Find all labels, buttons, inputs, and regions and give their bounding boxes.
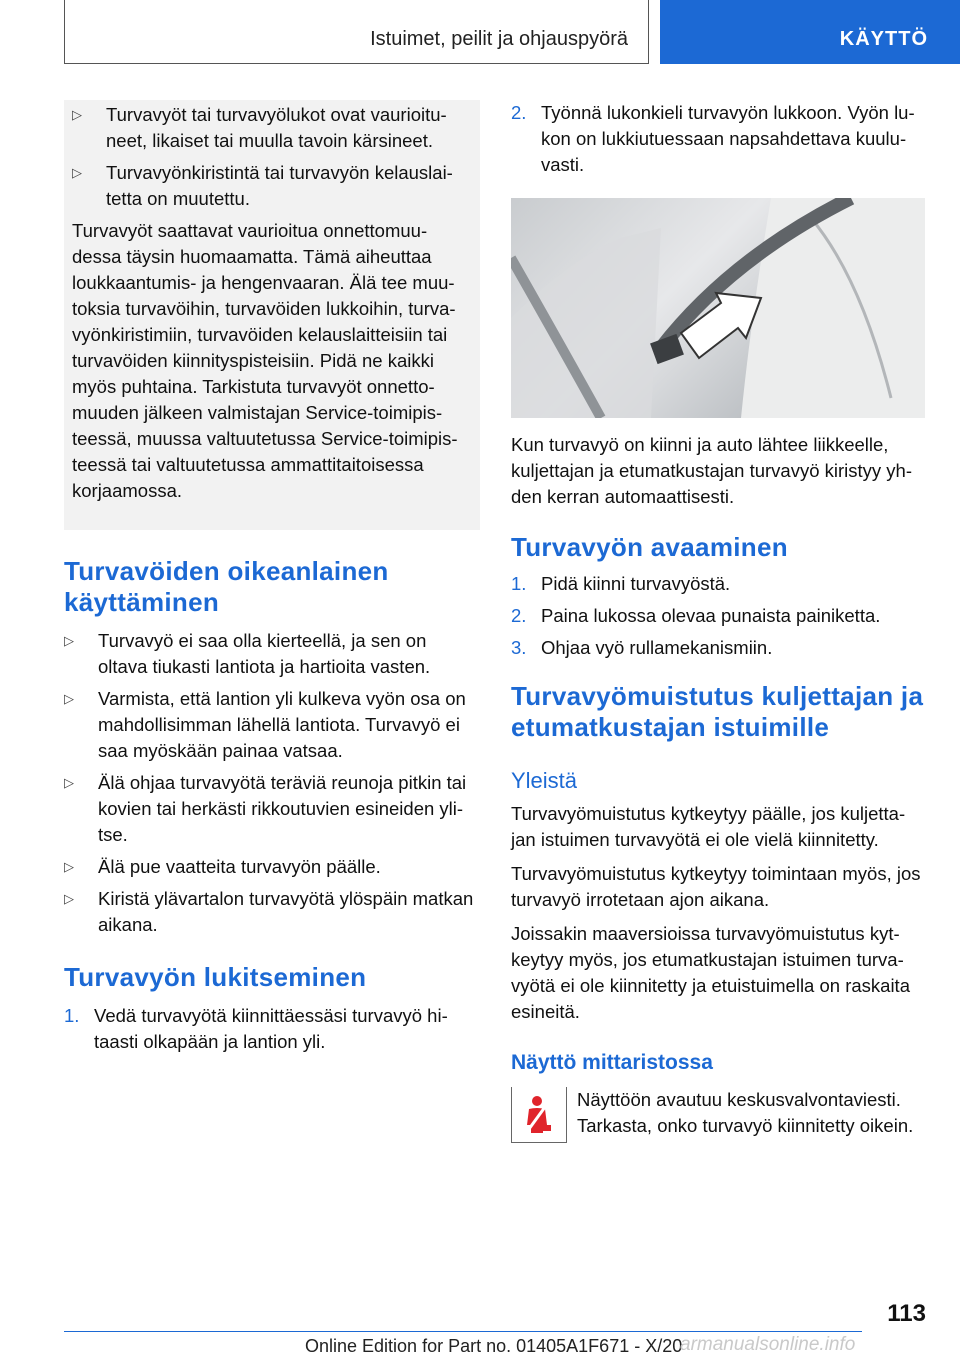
seatbelt-illustration — [511, 198, 925, 418]
page-number: 113 — [887, 1300, 926, 1327]
heading-locking: Turvavyön lukitseminen — [64, 962, 367, 992]
watermark: armanualsonline.info — [680, 1334, 856, 1355]
bullet-triangle-icon: ▷ — [72, 165, 82, 180]
list-item: ▷ Turvavyö ei saa olla kierteellä, ja sen on oltava tiukasti lantiota ja hartioita vasten. — [64, 630, 431, 677]
reminder-paragraph: Turvavyömuistutus kytkeytyy toimintaan myös, jos turvavyö irrotetaan ajon aikana. — [511, 863, 921, 910]
warning-bullet: ▷ Turvavyöt tai turvavyölukot ovat vaurioitu-neet, likaiset tai muulla tavoin kärsineet. — [72, 104, 447, 151]
warning-paragraph: Turvavyöt saattavat vaurioitua onnettomuu-dessa täysin huomaamatta. Tämä aiheuttaa loukkaantumis- ja hengenvaaran. Älä tee muu-toksia turvavöihin, turvavöiden lukkoihin, turva-vyönkiristimiin, turvavöiden kelauslaitteisiin tai turvavöiden kiinnityspisteisiin. Pidä ne kaikki myös puhtaina. Tarkistuta turvavyöt onnetto-muuden jälkeen valmistajan Service-toimipis-teessä, muussa valtuutetussa Service-toimipis-teessä tai valtuutetussa ammattitaitoisessa korjaamossa. — [72, 220, 458, 501]
list-item: ▷ Älä pue vaatteita turvavyön päälle. — [64, 854, 480, 880]
warning-bullet: ▷ Turvavyönkiristintä tai turvavyön kelauslai-tetta on muutettu. — [72, 162, 453, 209]
reminder-paragraph: Joissakin maaversioissa turvavyömuistutus kyt-keytyy myös, jos etumatkustajan istuimen turva-vyötä ei ole kiinnitetty ja etuistuimella on raskaita esineitä. — [511, 923, 910, 1022]
section-title: Istuimet, peilit ja ohjauspyörä — [370, 28, 628, 50]
subheading-display: Näyttö mittaristossa — [511, 1051, 713, 1074]
seatbelt-buckle-photo — [511, 198, 925, 418]
list-item: 1. Vedä turvavyötä kiinnittäessäsi turvavyö hi-taasti olkapään ja lantion yli. — [64, 1005, 448, 1052]
reminder-paragraph: Turvavyömuistutus kytkeytyy päälle, jos kuljetta-jan istuimen turvavyötä ei ole vielä kiinnitetty. — [511, 803, 906, 850]
list-item: 1. Pidä kiinni turvavyöstä. — [511, 573, 731, 594]
heading-opening: Turvavyön avaaminen — [511, 532, 788, 562]
heading-reminder: Turvavyömuistutus kuljettajan ja etumatkustajan istuimille — [511, 681, 924, 742]
bullet-triangle-icon: ▷ — [64, 775, 74, 790]
list-item: 3. Ohjaa vyö rullamekanismiin. — [511, 637, 773, 658]
bullet-triangle-icon: ▷ — [64, 691, 74, 706]
right-column — [511, 100, 925, 1143]
left-column — [64, 100, 480, 1061]
bullet-triangle-icon: ▷ — [64, 859, 74, 874]
footer-divider — [64, 1331, 862, 1332]
chapter-title: KÄYTTÖ — [839, 28, 928, 50]
bullet-triangle-icon: ▷ — [64, 633, 74, 648]
edition-text: Online Edition for Part no. 01405A1F671 - X/20 — [305, 1336, 683, 1356]
list-item: ▷ Kiristä ylävartalon turvavyötä ylöspäin matkan aikana. — [64, 888, 474, 935]
display-message-text: Näyttöön avautuu keskusvalvontaviesti. Tarkasta, onko turvavyö kiinnitetty oikein. — [577, 1089, 914, 1136]
list-item: 2. Paina lukossa olevaa punaista painiketta. — [511, 605, 881, 626]
display-row — [511, 1087, 925, 1143]
warning-box — [64, 100, 480, 530]
heading-correct-use: Turvavöiden oikeanlainen käyttäminen — [64, 556, 389, 617]
list-item: ▷ Varmista, että lantion yli kulkeva vyön osa on mahdollisimman lähellä lantiota. Turvavyö ei saa myöskään painaa vatsaa. — [64, 688, 466, 761]
seatbelt-warning-icon — [511, 1087, 567, 1143]
list-item: 2. Työnnä lukonkieli turvavyön lukkoon. Vyön lu-kon on lukkiutuessaan napsahdettava kuulu-vasti. — [511, 102, 915, 175]
list-item: ▷ Älä ohjaa turvavyötä teräviä reunoja pitkin tai kovien tai herkästi rikkoutuvien esineiden yli-tse. — [64, 772, 467, 845]
subheading-general: Yleistä — [511, 768, 578, 793]
chapter-tab — [660, 0, 960, 64]
bullet-triangle-icon: ▷ — [64, 891, 74, 906]
header-left-frame — [64, 0, 649, 64]
bullet-triangle-icon: ▷ — [72, 107, 82, 122]
auto-tighten-text: Kun turvavyö on kiinni ja auto lähtee liikkeelle, kuljettajan ja etumatkustajan turvavyö kiristyy yh-den kerran automaattisesti. — [511, 434, 913, 507]
